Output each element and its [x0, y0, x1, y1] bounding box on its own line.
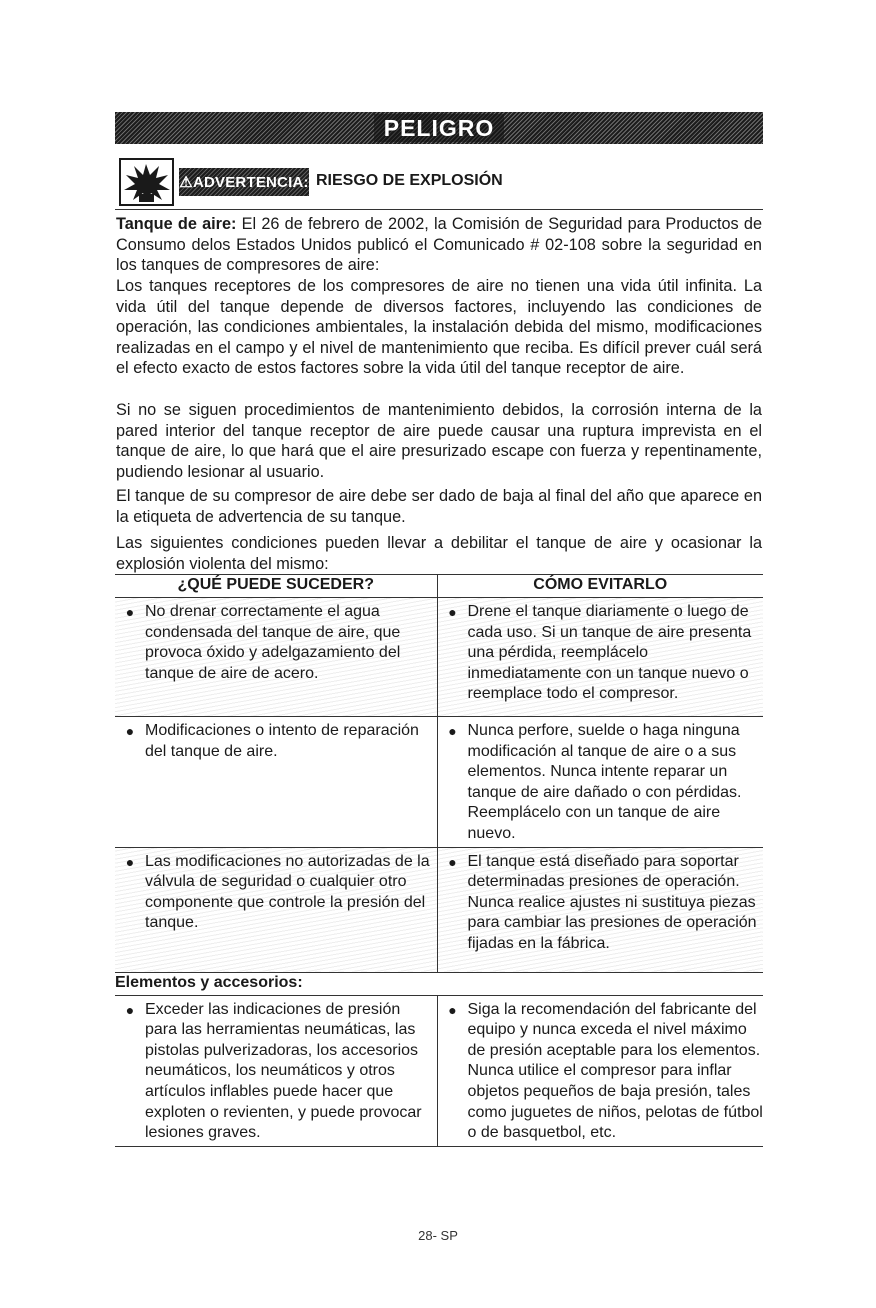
cell-what: Las modificaciones no autorizadas de la válvula de seguridad o cualquier otro componente que controle la presión del tanque. [145, 852, 430, 932]
table-row [115, 847, 763, 972]
table-row [115, 717, 763, 848]
table-row [115, 995, 763, 1146]
paragraph-conditions: Las siguientes condiciones pueden llevar a debilitar el tanque de aire y ocasionar la explosión violenta del mismo: [116, 534, 762, 573]
bullet-icon: ● [448, 853, 457, 870]
warning-label [179, 168, 309, 196]
table-row [115, 598, 763, 717]
danger-banner-title: PELIGRO [374, 114, 505, 142]
risk-title: RIESGO DE EXPLOSIÓN [316, 172, 503, 189]
bullet-icon: ● [125, 1001, 135, 1018]
explosion-icon [119, 158, 174, 206]
header-divider [115, 209, 763, 210]
paragraph-lead: Tanque de aire: [116, 215, 237, 233]
hazard-table [115, 574, 763, 1147]
cell-what: No drenar correctamente el agua condensada del tanque de aire, que provoca óxido y adelgazamiento del tanque de aire de acero. [145, 603, 401, 682]
bullet-icon: ● [448, 604, 457, 620]
page-number: 28- SP [418, 1228, 458, 1243]
bullet-icon: ● [125, 853, 135, 870]
paragraph-lifespan: Los tanques receptores de los compresores de aire no tienen una vida útil infinita. La vida útil del tanque depende de diversos factores, incluyendo las condiciones de operación, las condiciones ambientales, la instalación debida del mismo, modificaciones realizadas en el campo y el nivel de mantenimiento que reciba. Es difícil prever cuál será el efecto exacto de estos factores sobre la vida útil del tanque receptor de aire. [116, 277, 762, 377]
paragraph-body: El 26 de febrero de 2002, la Comisión de Seguridad para Productos de Consumo delos Estados Unidos publicó el Comunicado # 02-108 sobre la seguridad en los tanques de compresores de aire: [116, 215, 763, 274]
section-heading-accessories: Elementos y accesorios: [115, 972, 763, 995]
cell-how: Drene el tanque diariamente o luego de cada uso. Si un tanque de aire presenta una pérdida, reemplácelo inmediatamente con un tanque nuevo o reemplace todo el compresor. [467, 603, 752, 703]
cell-how: Nunca perfore, suelde o haga ninguna modificación al tanque de aire o a sus elementos. Nunca intente reparar un tanque de aire dañado o con pérdidas. Reemplácelo con un tanque de aire nuevo. [467, 722, 742, 842]
bullet-icon: ● [448, 723, 457, 739]
danger-banner [115, 112, 763, 144]
cell-what: Exceder las indicaciones de presión para las herramientas neumáticas, las pistolas pulverizadoras, los accesorios neumáticos, los neumáticos y otros artículos inflables puede hacer que exploten o revienten, y puede provocar lesiones graves. [145, 1000, 422, 1142]
cell-how: El tanque está diseñado para soportar determinadas presiones de operación. Nunca realice ajustes ni sustituya piezas para cambiar las presiones de operación fijadas en la fábrica. [467, 852, 757, 952]
bullet-icon: ● [448, 1001, 457, 1018]
bullet-icon: ● [125, 723, 135, 739]
warning-label-text: ⚠ADVERTENCIA: [179, 174, 309, 191]
bullet-icon: ● [125, 604, 135, 620]
cell-what: Modificaciones o intento de reparación del tanque de aire. [145, 722, 419, 760]
cell-how: Siga la recomendación del fabricante del equipo y nunca exceda el nivel máximo de presión aceptable para los elementos. Nunca utilice el compresor para inflar objetos pequeños de baja presión, tales como juguetes de niños, pelotas de fútbol o de basquetbol, etc. [467, 1000, 763, 1142]
table-header-what: ¿QUÉ PUEDE SUCEDER? [115, 575, 437, 598]
paragraph-retire: El tanque de su compresor de aire debe ser dado de baja al final del año que aparece en la etiqueta de advertencia de su tanque. [116, 487, 762, 526]
paragraph-corrosion: Si no se siguen procedimientos de mantenimiento debidos, la corrosión interna de la pared interior del tanque receptor de aire puede causar una ruptura imprevista en el tanque de aire, lo que hará que el aire presurizado escape con fuerza y repentinamente, pudiendo lesionar al usuario. [116, 401, 762, 481]
table-header-how: CÓMO EVITARLO [437, 575, 763, 598]
paragraph-air-tank [116, 214, 762, 276]
